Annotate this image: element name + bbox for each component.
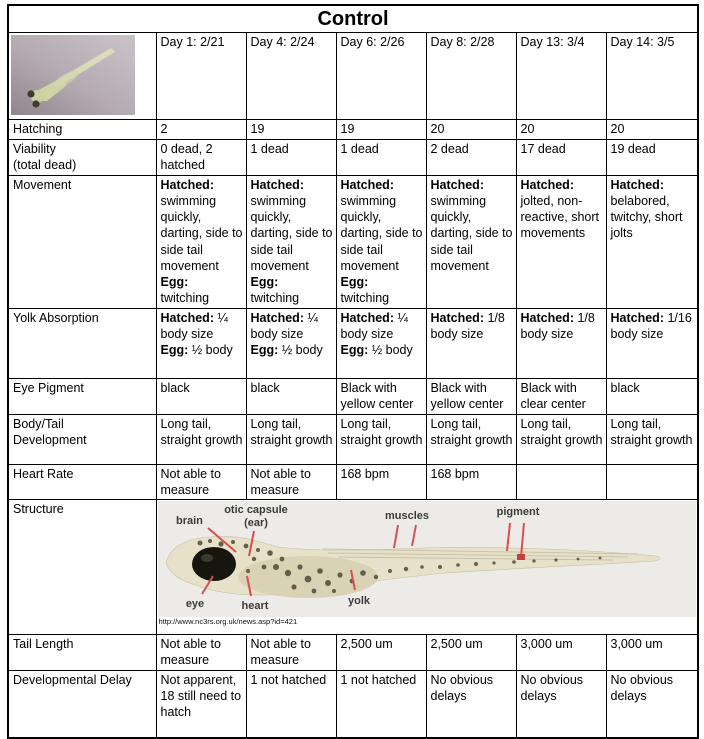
cell-eye-3: Black with yellow center: [426, 378, 516, 414]
row-label-tail-length: Tail Length: [8, 635, 156, 671]
cell-viability-0: 0 dead, 2 hatched: [156, 140, 246, 176]
cell-movement-3: Hatched: swimming quickly, darting, side to side tail movement: [426, 175, 516, 308]
cell-delay-5: No obvious delays: [606, 670, 698, 738]
cell-hatching-0: 2: [156, 120, 246, 140]
cell-hatching-3: 20: [426, 120, 516, 140]
cell-viability-3: 2 dead: [426, 140, 516, 176]
pigment-label: pigment: [496, 506, 539, 518]
developmental-delay-row: [8, 670, 698, 738]
corner-photo-cell: [8, 33, 156, 120]
row-label-structure: Structure: [8, 500, 156, 635]
cell-viability-1: 1 dead: [246, 140, 336, 176]
cell-movement-5: Hatched: belabored, twitchy, short jolts: [606, 175, 698, 308]
cell-heartrate-5: [606, 464, 698, 500]
cell-yolk-1: Hatched: ¼ body size Egg: ½ body: [246, 308, 336, 378]
heart-rate-row: [8, 464, 698, 500]
yolk-label: yolk: [347, 595, 370, 607]
cell-heartrate-2: 168 bpm: [336, 464, 426, 500]
header-row: [8, 33, 698, 120]
cell-viability-4: 17 dead: [516, 140, 606, 176]
cell-viability-5: 19 dead: [606, 140, 698, 176]
header-cell-day-1: Day 1: 2/21: [156, 33, 246, 120]
cell-delay-3: No obvious delays: [426, 670, 516, 738]
cell-bodytail-4: Long tail, straight growth: [516, 414, 606, 464]
cell-heartrate-1: Not able to measure: [246, 464, 336, 500]
body-tail-development-row: [8, 414, 698, 464]
cell-heartrate-3: 168 bpm: [426, 464, 516, 500]
cell-viability-2: 1 dead: [336, 140, 426, 176]
cell-eye-2: Black with yellow center: [336, 378, 426, 414]
tail-length-row: [8, 635, 698, 671]
cell-hatching-1: 19: [246, 120, 336, 140]
eye-label: eye: [185, 598, 204, 610]
hatching-row: [8, 120, 698, 140]
heart-label: heart: [241, 600, 268, 612]
cell-hatching-5: 20: [606, 120, 698, 140]
cell-yolk-2: Hatched: ¼ body size Egg: ½ body: [336, 308, 426, 378]
eye-pigment-row: [8, 378, 698, 414]
yolk-absorption-row: [8, 308, 698, 378]
muscles-label: muscles: [384, 510, 429, 522]
cell-taillength-1: Not able to measure: [246, 635, 336, 671]
header-cell-day-13: Day 13: 3/4: [516, 33, 606, 120]
zebrafish-larva-anatomy-photo: [158, 501, 696, 617]
cell-eye-0: black: [156, 378, 246, 414]
row-label-body-tail: Body/Tail Development: [8, 414, 156, 464]
structure-photo-source-url: http://www.nc3rs.org.uk/news.asp?id=421: [158, 617, 298, 626]
cell-heartrate-0: Not able to measure: [156, 464, 246, 500]
row-label-eye-pigment: Eye Pigment: [8, 378, 156, 414]
cell-yolk-0: Hatched: ¼ body size Egg: ½ body: [156, 308, 246, 378]
row-label-hatching: Hatching: [8, 120, 156, 140]
cell-movement-0: Hatched: swimming quickly, darting, side to side tail movement Egg: twitching: [156, 175, 246, 308]
header-cell-day-14: Day 14: 3/5: [606, 33, 698, 120]
zebrafish-embryo-photo: [11, 35, 135, 115]
cell-eye-5: black: [606, 378, 698, 414]
cell-movement-1: Hatched: swimming quickly, darting, side to side tail movement Egg: twitching: [246, 175, 336, 308]
viability-row: [8, 140, 698, 176]
cell-taillength-5: 3,000 um: [606, 635, 698, 671]
cell-delay-0: Not apparent, 18 still need to hatch: [156, 670, 246, 738]
cell-taillength-3: 2,500 um: [426, 635, 516, 671]
brain-label: brain: [175, 515, 203, 527]
cell-delay-2: 1 not hatched: [336, 670, 426, 738]
cell-taillength-0: Not able to measure: [156, 635, 246, 671]
otic-capsule-label-line2: (ear): [243, 517, 268, 529]
row-label-movement: Movement: [8, 175, 156, 308]
page-title: Control: [8, 5, 698, 33]
title-row: [8, 5, 698, 33]
row-label-yolk-absorption: Yolk Absorption: [8, 308, 156, 378]
movement-row: [8, 175, 698, 308]
cell-bodytail-0: Long tail, straight growth: [156, 414, 246, 464]
cell-yolk-4: Hatched: 1/8 body size: [516, 308, 606, 378]
row-label-heart-rate: Heart Rate: [8, 464, 156, 500]
cell-heartrate-4: [516, 464, 606, 500]
header-cell-day-6: Day 6: 2/26: [336, 33, 426, 120]
row-label-developmental-delay: Developmental Delay: [8, 670, 156, 738]
cell-hatching-2: 19: [336, 120, 426, 140]
cell-taillength-4: 3,000 um: [516, 635, 606, 671]
cell-yolk-5: Hatched: 1/16 body size: [606, 308, 698, 378]
header-cell-day-8: Day 8: 2/28: [426, 33, 516, 120]
cell-delay-1: 1 not hatched: [246, 670, 336, 738]
cell-eye-1: black: [246, 378, 336, 414]
cell-bodytail-3: Long tail, straight growth: [426, 414, 516, 464]
cell-movement-2: Hatched: swimming quickly, darting, side to side tail movement Egg: twitching: [336, 175, 426, 308]
row-label-viability: Viability (total dead): [8, 140, 156, 176]
cell-bodytail-5: Long tail, straight growth: [606, 414, 698, 464]
cell-bodytail-2: Long tail, straight growth: [336, 414, 426, 464]
fish-eye: [192, 547, 236, 581]
cell-taillength-2: 2,500 um: [336, 635, 426, 671]
otic-capsule-label: otic capsule: [223, 504, 288, 516]
control-table: [7, 4, 699, 739]
header-cell-day-4: Day 4: 2/24: [246, 33, 336, 120]
cell-yolk-3: Hatched: 1/8 body size: [426, 308, 516, 378]
cell-delay-4: No obvious delays: [516, 670, 606, 738]
structure-photo-cell: [156, 500, 698, 635]
cell-bodytail-1: Long tail, straight growth: [246, 414, 336, 464]
cell-hatching-4: 20: [516, 120, 606, 140]
cell-eye-4: Black with clear center: [516, 378, 606, 414]
structure-row: [8, 500, 698, 635]
cell-movement-4: Hatched: jolted, non-reactive, short movements: [516, 175, 606, 308]
